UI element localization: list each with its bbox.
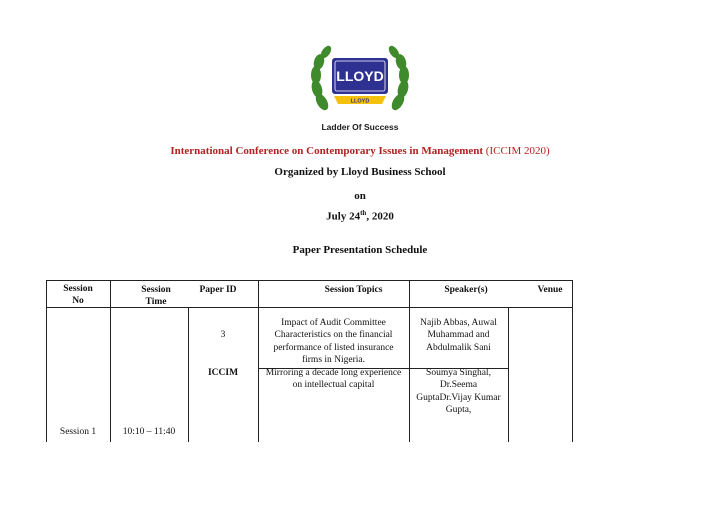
row2-speakers (409, 367, 508, 417)
col-divider-1 (110, 280, 111, 442)
table-top-border (46, 280, 573, 281)
row2-topic-line: on intellectual capital (292, 380, 375, 391)
row2-speaker-line: Dr.Seema (439, 380, 478, 391)
header-session-no (46, 283, 110, 308)
row2-paper-id: ICCIM (207, 368, 239, 378)
table-right-border (572, 280, 573, 442)
row1-topic-line: Characteristics on the financial (274, 330, 393, 341)
row1-speaker-line: Abdulmalik Sani (426, 342, 491, 353)
col-divider-5 (508, 307, 509, 442)
conference-abbr: (ICCIM 2020) (485, 145, 550, 157)
logo-ribbon-text: LLOYD (350, 98, 370, 105)
row1-paper-id: 3 (220, 330, 226, 340)
laurel-logo-icon (300, 44, 420, 134)
table-left-border-body (46, 307, 47, 442)
on-label: on (354, 190, 366, 202)
logo-brand-text: LLOYD (336, 68, 384, 84)
row2-speaker-line: Gupta, (445, 405, 472, 416)
header-session-time-line1: Session (141, 285, 171, 295)
logo-tagline: Ladder Of Success (321, 122, 399, 132)
schedule-title: Paper Presentation Schedule (292, 244, 428, 256)
row2-speaker-line: GuptaDr.Vijay Kumar (416, 392, 501, 403)
conference-title (0, 145, 720, 157)
row1-topic-line: firms in Nigeria. (301, 355, 366, 366)
header-speakers: Speaker(s) (444, 285, 488, 295)
header-session-time-line2: Time (145, 297, 167, 308)
date-year: , 2020 (366, 210, 394, 223)
row1-topic (258, 317, 409, 367)
header-venue: Venue (537, 285, 563, 295)
header-session-no-line1: Session (63, 284, 93, 294)
header-session-topics: Session Topics (324, 285, 383, 295)
col-divider-4 (409, 280, 410, 442)
row1-topic-line: Impact of Audit Committee (281, 318, 386, 328)
row1-speaker-line: Muhammad and (427, 330, 490, 341)
header-session-no-line2: No (72, 296, 84, 307)
row1-speakers (409, 317, 508, 354)
header-paper-id: Paper ID (199, 285, 237, 295)
session-number: Session 1 (59, 427, 97, 437)
row2-topic (258, 367, 409, 392)
row1-topic-line: performance of listed insurance (273, 342, 394, 353)
row2-speaker-line: Soumya Singhal, (426, 368, 491, 378)
lloyd-logo (300, 44, 420, 134)
row2-topic-line: Mirroring a decade long experience (265, 368, 402, 378)
date-day: July 24 (326, 210, 361, 223)
header-session-time (124, 284, 188, 309)
conference-date (0, 209, 720, 223)
conference-name: International Conference on Contemporary Issues in Management (170, 145, 484, 157)
organized-by: Organized by Lloyd Business School (274, 166, 446, 178)
schedule-table (46, 280, 573, 442)
row1-speaker-line: Najib Abbas, Auwal (420, 318, 497, 328)
date-suffix-sup: th (360, 209, 367, 217)
session-time: 10:10 – 11:40 (122, 427, 176, 437)
